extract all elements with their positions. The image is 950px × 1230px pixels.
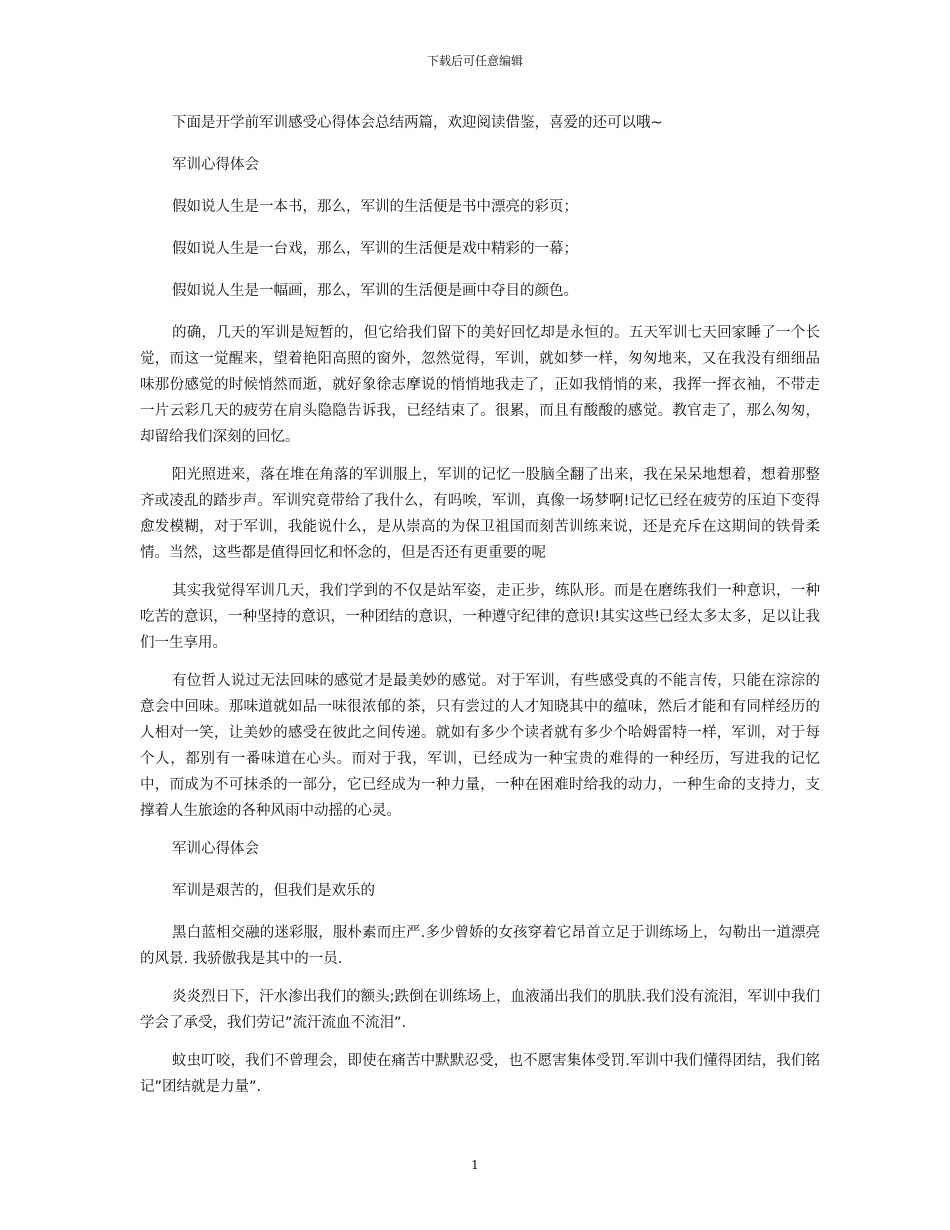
paragraph: 阳光照进来，落在堆在角落的军训服上，军训的记忆一股脑全翻了出来，我在呆呆地想着，想着那整齐或凌乱的踏步声。军训究竟带给了我什么，有吗唉，军训，真像一场梦啊!记忆已经在疲劳的压迫下变得愈发模糊，对于军训，我能说什么，是从崇高的为保卫祖国而刻苦训练来说，还是充斥在这期间的铁骨柔情。当然，这些都是值得回忆和怀念的，但是否还有更重要的呢 xyxy=(140,467,820,561)
intro-paragraph: 下面是开学前军训感受心得体会总结两篇，欢迎阅读借鉴，喜爱的还可以哦~ xyxy=(172,115,663,131)
paragraph: 有位哲人说过无法回味的感觉才是最美妙的感觉。对于军训，有些感受真的不能言传，只能在淙淙的意会中回味。那味道就如品一味很浓郁的茶，只有尝过的人才知晓其中的蕴味，然后才能和有同样经历的人相对一笑，让美妙的感受在彼此之间传递。就如有多少个读者就有多少个哈姆雷特一样，军训，对于每个人，都别有一番味道在心头。而对于我，军训，已经成为一种宝贵的难得的一种经历，写进我的记忆中，而成为不可抹杀的一部分，它已经成为一种力量，一种在困难时给我的动力，一种生命的支持力，支撑着人生旅途的各种风雨中动摇的心灵。 xyxy=(140,673,820,819)
paragraph: 其实我觉得军训几天，我们学到的不仅是站军姿，走正步，练队形。而是在磨练我们一种意识，一种吃苦的意识，一种坚持的意识，一种团结的意识，一种遵守纪律的意识!其实这些已经太多太多，足以让我们一生享用。 xyxy=(140,583,820,651)
paragraph: 军训是艰苦的，但我们是欢乐的 xyxy=(172,883,375,899)
section-heading: 军训心得体会 xyxy=(172,841,259,857)
paragraph: 假如说人生是一本书，那么，军训的生活便是书中漂亮的彩页； xyxy=(172,199,578,215)
paragraph: 假如说人生是一台戏，那么，军训的生活便是戏中精彩的一幕； xyxy=(172,241,578,257)
section-heading: 军训心得体会 xyxy=(172,157,259,173)
page-header: 下载后可任意编辑 xyxy=(426,54,523,68)
paragraph: 黑白蓝相交融的迷彩服，服朴素而庄严.多少曾娇的女孩穿着它昂首立足于训练场上，勾勒出一道漂亮的风景. 我骄傲我是其中的一员. xyxy=(140,925,820,967)
document-body xyxy=(140,110,820,1112)
page-number: 1 xyxy=(471,1158,479,1172)
paragraph: 炎炎烈日下，汗水渗出我们的额头;跌倒在训练场上，血液涌出我们的肌肤.我们没有流泪，军训中我们学会了承受，我们劳记”流汗流血不流泪”. xyxy=(140,989,820,1031)
paragraph: 假如说人生是一幅画，那么，军训的生活便是画中夺目的颜色。 xyxy=(172,283,578,299)
paragraph: 的确，几天的军训是短暂的，但它给我们留下的美好回忆却是永恒的。五天军训七天回家睡了一个长觉，而这一觉醒来，望着艳阳高照的窗外，忽然觉得，军训，就如梦一样，匆匆地来，又在我没有细细品味那份感觉的时候悄然而逝，就好象徐志摩说的悄悄地我走了，正如我悄悄的来，我挥一挥衣袖，不带走一片云彩几天的疲劳在肩头隐隐告诉我，已经结束了。很累，而且有酸酸的感觉。教官走了，那么匆匆，却留给我们深刻的回忆。 xyxy=(140,325,820,445)
paragraph: 蚊虫叮咬，我们不曾理会，即使在痛苦中默默忍受，也不愿害集体受罚.军训中我们懂得团结，我们铭记”团结就是力量”. xyxy=(140,1053,820,1095)
